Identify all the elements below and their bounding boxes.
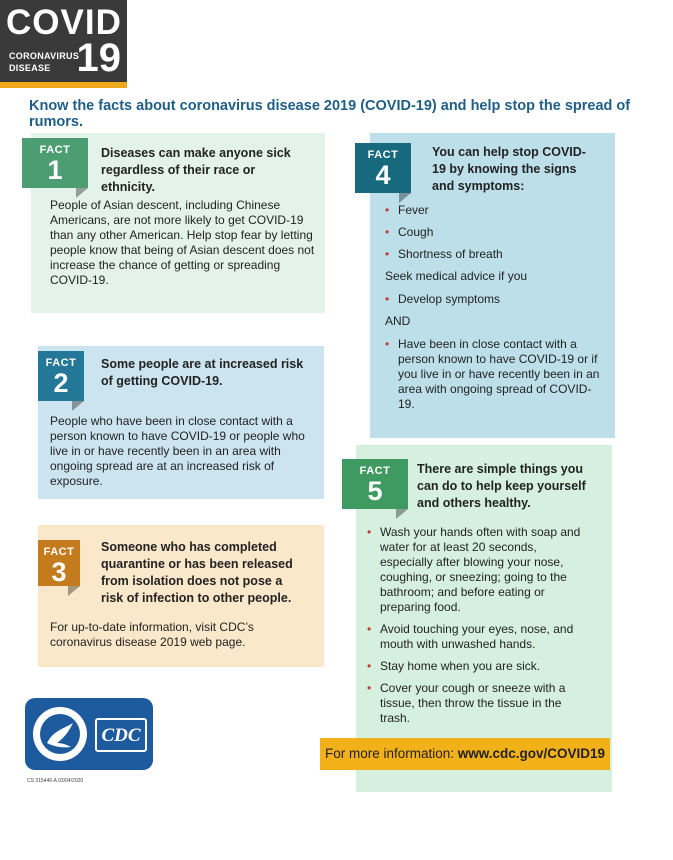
fact-2-tag [38, 351, 84, 401]
fact-5-title: There are simple things you can do to help keep yourself and others healthy. [417, 462, 586, 510]
logo-sub2: DISEASE [9, 63, 51, 73]
logo-word: COVID [6, 3, 122, 42]
fact-4-label: FACT [367, 149, 399, 161]
fact-5-tag [342, 459, 408, 509]
list-item: • Cover your cough or sneeze with a tissue, then throw the tissue in the trash. [367, 681, 587, 726]
fact-1-body: People of Asian descent, including Chinese Americans, are not more likely to get COVID-19 than any other American. Help stop fear by letting people know that being of Asian descent does not increase the chance of getting or spreading COVID-19. [50, 198, 315, 287]
fact-2-number: 2 [53, 368, 69, 398]
fact-2-fold [72, 401, 84, 411]
fact-4-and-text: AND [385, 314, 411, 328]
logo-accent-bar [0, 82, 127, 88]
cdc-logo-box [95, 718, 147, 752]
fact-2-body: People who have been in close contact with a person known to have COVID-19 or people who live in or have recently been in an area with ongoing spread are at an increased risk of exposure. [50, 414, 305, 488]
list-item: • Fever [385, 203, 600, 218]
fact-4-content [385, 203, 600, 419]
fact-3-fold [68, 586, 80, 596]
list-item: • Stay home when you are sick. [367, 659, 587, 674]
fact-1-title: Diseases can make anyone sick regardless of their race or ethnicity. [101, 146, 291, 194]
fact-1-label: FACT [39, 144, 71, 156]
fact-3-number: 3 [51, 557, 67, 587]
hhs-seal-icon [33, 707, 87, 761]
fact-4-title: You can help stop COVID-19 by knowing the signs and symptoms: [432, 145, 586, 193]
fact-4-seek-text: Seek medical advice if you [385, 269, 528, 283]
fact-5-fold [396, 509, 408, 519]
fact-4-symptom-list [385, 203, 600, 262]
more-info-text: For more information: [324, 746, 458, 761]
fact-1-tag [22, 138, 88, 188]
fact-4-tag [355, 143, 411, 193]
eagle-icon [33, 707, 87, 761]
page-headline: Know the facts about coronavirus disease 2019 (COVID-19) and help stop the spread of rumors. [29, 98, 631, 130]
list-item: • Shortness of breath [385, 247, 600, 262]
fact-1-number: 1 [47, 155, 63, 185]
list-item: • Have been in close contact with a person known to have COVID-19 or if you live in or have recently been in an area with ongoing spread of COVID-19. [385, 337, 600, 412]
fact-4-fold [399, 193, 411, 203]
fact-1-fold [76, 188, 88, 198]
fact-5-tips-list [367, 525, 587, 726]
covid19-logo [0, 0, 127, 82]
cdc-logo-text: CDC [101, 725, 141, 746]
fact-5-content [367, 525, 587, 733]
fact-3-body: For up-to-date information, visit CDC’s coronavirus disease 2019 web page. [50, 620, 254, 649]
more-info-banner [320, 738, 610, 770]
fact-3-tag [38, 540, 80, 586]
hhs-cdc-logo [25, 698, 153, 770]
fact-4-condition-list [385, 292, 600, 307]
logo-sub1: CORONAVIRUS [9, 51, 80, 61]
fact-2-label: FACT [45, 357, 77, 369]
logo-number: 19 [76, 36, 121, 80]
fact-5-number: 5 [367, 476, 383, 506]
fact-3-title: Someone who has completed quarantine or has been released from isolation does not pose a risk of infection to other people. [101, 540, 293, 605]
fact-5-label: FACT [359, 465, 391, 477]
fact-3-label: FACT [43, 546, 75, 558]
document-code: CS 315446-A 03/04/2020 [27, 778, 84, 784]
list-item: • Develop symptoms [385, 292, 600, 307]
list-item: • Cough [385, 225, 600, 240]
cdc-covid-link[interactable]: www.cdc.gov/COVID19 [457, 746, 606, 761]
fact-4-number: 4 [375, 160, 391, 190]
list-item: • Wash your hands often with soap and water for at least 20 seconds, especially after blowing your nose, coughing, or sneezing; going to the bathroom; and before eating or preparing food. [367, 525, 587, 615]
fact-2-title: Some people are at increased risk of getting COVID-19. [101, 357, 304, 388]
fact-4-contact-list [385, 337, 600, 412]
list-item: • Avoid touching your eyes, nose, and mouth with unwashed hands. [367, 622, 587, 652]
